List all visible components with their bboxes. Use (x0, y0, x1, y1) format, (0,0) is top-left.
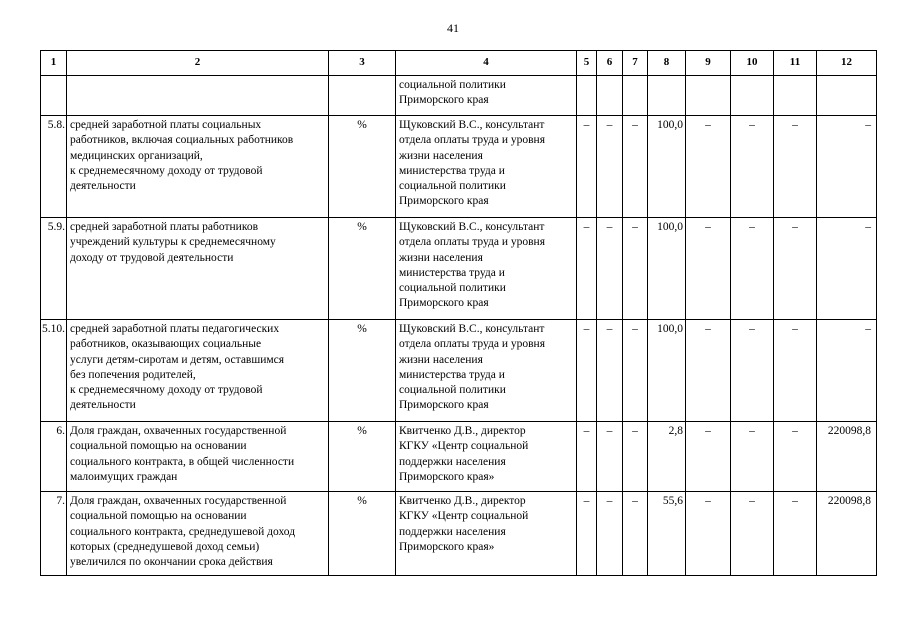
responsible-person-cell-line: жизни населения (399, 149, 483, 162)
responsible-person-cell-line: социальной политики (399, 79, 506, 91)
responsible-person-cell-line: отдела оплаты труда и уровня (399, 338, 545, 351)
indicator-description-cell-line: социальной помощью на основании (70, 510, 247, 523)
responsible-person-cell-line: поддержки населения (399, 525, 506, 538)
table-row (41, 116, 877, 218)
responsible-person-cell-line: поддержки населения (399, 455, 506, 468)
responsible-person-cell-line: жизни населения (399, 353, 483, 366)
indicator-description-cell (67, 218, 329, 320)
value-cell-7: – (623, 492, 648, 576)
value-cell-10: – (731, 320, 774, 422)
unit-cell: % (329, 320, 396, 422)
value-cell-9: – (686, 422, 731, 492)
value-cell-6: – (597, 218, 623, 320)
value-cell-12: – (817, 218, 877, 320)
indicator-description-cell-line: социальной помощью на основании (70, 440, 247, 453)
responsible-person-cell-line: Приморского края» (399, 470, 495, 483)
responsible-person-cell-line: Приморского края» (399, 540, 495, 553)
table-row (41, 492, 877, 576)
indicator-description-cell-line: учреждений культуры к среднемесячному (70, 236, 276, 249)
responsible-person-cell-line: Квитченко Д.В., директор (399, 425, 526, 437)
value-cell-6: – (597, 422, 623, 492)
value-cell-12: 220098,8 (817, 422, 877, 492)
row-number-cell (41, 76, 67, 116)
responsible-person-cell (396, 492, 577, 576)
value-cell-6 (597, 76, 623, 116)
value-cell-9: – (686, 492, 731, 576)
indicator-description-cell (67, 76, 329, 116)
value-cell-9: – (686, 218, 731, 320)
responsible-person-cell-line: Квитченко Д.В., директор (399, 495, 526, 507)
indicator-description-cell-line: малоимущих граждан (70, 470, 178, 483)
unit-cell: % (329, 116, 396, 218)
table-row (41, 422, 877, 492)
value-cell-11 (774, 76, 817, 116)
value-cell-10: – (731, 116, 774, 218)
responsible-person-cell (396, 320, 577, 422)
responsible-person-cell-line: Приморского края (399, 195, 489, 208)
value-cell-11: – (774, 116, 817, 218)
col-header: 5 (577, 51, 597, 76)
responsible-person-cell-line: Щуковский В.С., консультант (399, 221, 545, 233)
value-cell-6: – (597, 320, 623, 422)
col-header: 3 (329, 51, 396, 76)
indicator-description-cell-line: к среднемесячному доходу от трудовой (70, 384, 263, 397)
indicator-description-cell (67, 320, 329, 422)
indicator-description-cell-line: социального контракта, в общей численности (70, 455, 295, 468)
value-cell-11: – (774, 422, 817, 492)
value-cell-7 (623, 76, 648, 116)
responsible-person-cell-line: министерства труда и (399, 266, 505, 279)
page-number: 41 (447, 21, 459, 35)
responsible-person-cell-line: Приморского края (399, 399, 489, 412)
indicator-description-cell-line: работников, оказывающих социальные (70, 338, 262, 351)
value-cell-5: – (577, 116, 597, 218)
value-cell-12: – (817, 320, 877, 422)
responsible-person-cell-line: социальной политики (399, 180, 506, 193)
indicator-description-cell (67, 422, 329, 492)
indicator-description-cell-line: Доля граждан, охваченных государственной (70, 495, 287, 507)
indicator-description-cell (67, 116, 329, 218)
value-cell-11: – (774, 492, 817, 576)
value-cell-8: 2,8 (648, 422, 686, 492)
col-header: 10 (731, 51, 774, 76)
value-cell-8: 55,6 (648, 492, 686, 576)
responsible-person-cell (396, 422, 577, 492)
value-cell-10: – (731, 422, 774, 492)
value-cell-12 (817, 76, 877, 116)
value-cell-6: – (597, 492, 623, 576)
value-cell-10: – (731, 218, 774, 320)
col-header: 9 (686, 51, 731, 76)
responsible-person-cell-line: КГКУ «Центр социальной (399, 440, 529, 453)
responsible-person-cell-line: министерства труда и (399, 368, 505, 381)
col-header: 11 (774, 51, 817, 76)
col-header: 4 (396, 51, 577, 76)
responsible-person-cell (396, 116, 577, 218)
indicator-description-cell-line: деятельности (70, 399, 136, 412)
responsible-person-cell-line: Щуковский В.С., консультант (399, 119, 545, 131)
indicator-description-cell-line: которых (среднедушевой доход семьи) (70, 540, 260, 553)
responsible-person-cell (396, 76, 577, 116)
col-header: 6 (597, 51, 623, 76)
col-header: 7 (623, 51, 648, 76)
responsible-person-cell (396, 218, 577, 320)
value-cell-11: – (774, 320, 817, 422)
value-cell-12: – (817, 116, 877, 218)
responsible-person-cell-line: отдела оплаты труда и уровня (399, 236, 545, 249)
indicator-description-cell-line: деятельности (70, 180, 136, 193)
value-cell-12: 220098,8 (817, 492, 877, 576)
value-cell-5: – (577, 320, 597, 422)
value-cell-7: – (623, 116, 648, 218)
indicator-description-cell-line: средней заработной платы работников (70, 221, 259, 233)
indicator-description-cell-line: к среднемесячному доходу от трудовой (70, 164, 263, 177)
value-cell-8: 100,0 (648, 320, 686, 422)
responsible-person-cell-line: министерства труда и (399, 164, 505, 177)
indicator-description-cell-line: доходу от трудовой деятельности (70, 251, 234, 264)
col-header: 2 (67, 51, 329, 76)
indicator-description-cell-line: Доля граждан, охваченных государственной (70, 425, 287, 437)
responsible-person-cell-line: социальной политики (399, 384, 506, 397)
responsible-person-cell-line: Приморского края (399, 94, 489, 107)
value-cell-9 (686, 76, 731, 116)
table-row (41, 218, 877, 320)
col-header: 8 (648, 51, 686, 76)
row-number-cell: 5.8. (41, 116, 67, 218)
unit-cell: % (329, 492, 396, 576)
value-cell-10: – (731, 492, 774, 576)
header-row (41, 51, 877, 76)
value-cell-5: – (577, 492, 597, 576)
responsible-person-cell-line: КГКУ «Центр социальной (399, 510, 529, 523)
responsible-person-cell-line: социальной политики (399, 282, 506, 295)
value-cell-6: – (597, 116, 623, 218)
indicator-description-cell-line: социального контракта, среднедушевой доход (70, 525, 296, 538)
row-number-cell: 6. (41, 422, 67, 492)
row-number-cell: 5.10. (41, 320, 67, 422)
value-cell-8: 100,0 (648, 116, 686, 218)
value-cell-9: – (686, 320, 731, 422)
unit-cell: % (329, 422, 396, 492)
responsible-person-cell-line: Приморского края (399, 297, 489, 310)
indicator-description-cell-line: услуги детям-сиротам и детям, оставшимся (70, 353, 285, 366)
row-number-cell: 7. (41, 492, 67, 576)
indicator-description-cell-line: без попечения родителей, (70, 368, 196, 381)
unit-cell (329, 76, 396, 116)
value-cell-9: – (686, 116, 731, 218)
responsible-person-cell-line: отдела оплаты труда и уровня (399, 134, 545, 147)
value-cell-5: – (577, 218, 597, 320)
responsible-person-cell-line: Щуковский В.С., консультант (399, 323, 545, 335)
table-row (41, 320, 877, 422)
value-cell-11: – (774, 218, 817, 320)
value-cell-5 (577, 76, 597, 116)
value-cell-7: – (623, 422, 648, 492)
responsible-person-cell-line: жизни населения (399, 251, 483, 264)
value-cell-7: – (623, 218, 648, 320)
table-row (41, 76, 877, 116)
value-cell-7: – (623, 320, 648, 422)
indicator-description-cell-line: работников, включая социальных работников (70, 134, 294, 147)
col-header: 12 (817, 51, 877, 76)
indicator-description-cell-line: средней заработной платы педагогических (70, 323, 280, 335)
indicator-description-cell-line: медицинских организаций, (70, 149, 203, 162)
value-cell-8 (648, 76, 686, 116)
indicator-description-cell (67, 492, 329, 576)
value-cell-5: – (577, 422, 597, 492)
indicator-table (40, 50, 877, 576)
unit-cell: % (329, 218, 396, 320)
indicator-description-cell-line: средней заработной платы социальных (70, 119, 262, 131)
row-number-cell: 5.9. (41, 218, 67, 320)
col-header: 1 (41, 51, 67, 76)
value-cell-10 (731, 76, 774, 116)
indicator-description-cell-line: увеличился по окончании срока действия (70, 556, 273, 569)
value-cell-8: 100,0 (648, 218, 686, 320)
